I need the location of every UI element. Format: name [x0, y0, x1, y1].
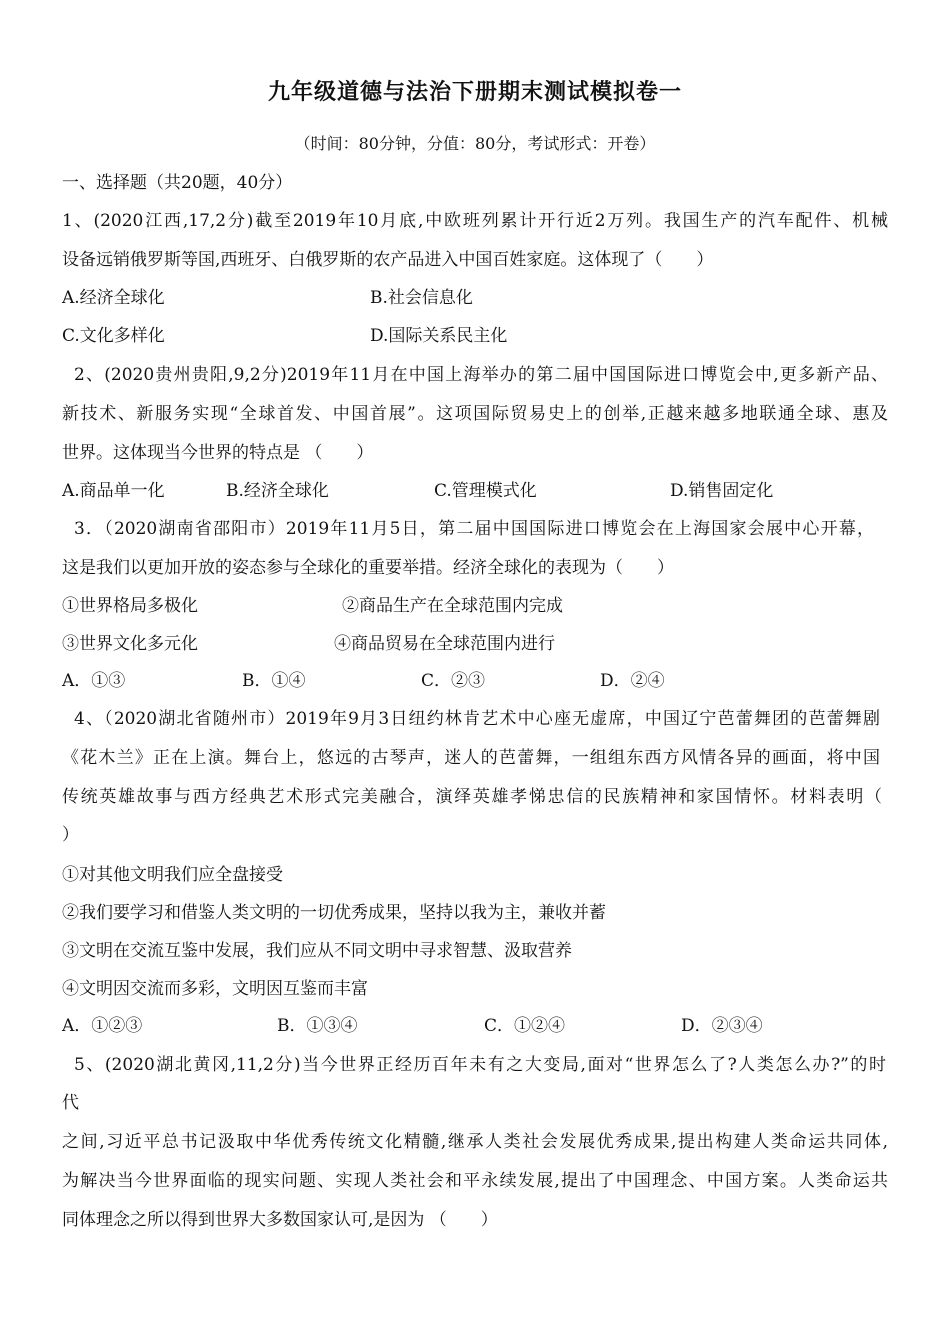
q4-stem-line: 4、（2020湖北省随州市）2019年9月3日纽约林肯艺术中心座无虚席，中国辽宁芭蕾舞团的芭蕾舞剧	[74, 709, 880, 729]
q4-stem-line: ）	[62, 825, 79, 845]
q2-stem-line: 世界。这体现当今世界的特点是 （ ）	[62, 443, 374, 463]
q2-option-d: D.销售固定化	[670, 481, 774, 501]
q4-item: ②我们要学习和借鉴人类文明的一切优秀成果，坚持以我为主，兼收并蓄	[62, 903, 606, 923]
q4-option-b: B．①③④	[277, 1016, 358, 1036]
q3-stem-line: 这是我们以更加开放的姿态参与全球化的重要举措。经济全球化的表现为（ ）	[62, 558, 674, 578]
q1-stem-line: 设备远销俄罗斯等国,西班牙、白俄罗斯的农产品进入中国百姓家庭。这体现了（ ）	[62, 250, 714, 270]
q4-item: ④文明因交流而多彩，文明因互鉴而丰富	[62, 979, 368, 999]
q1-stem-line: 1、(2020江西,17,2分)截至2019年10月底,中欧班列累计开行近2万列。我国生产的汽车配件、机械	[62, 211, 888, 231]
q4-option-d: D．②③④	[681, 1016, 763, 1036]
exam-info: （时间：80分钟，分值：80分，考试形式：开卷）	[294, 134, 656, 153]
page-title: 九年级道德与法治下册期末测试模拟卷一	[267, 79, 682, 105]
q4-stem-line: 《花木兰》正在上演。舞台上，悠远的古琴声，迷人的芭蕾舞，一组组东西方风情各异的画面，将中国	[62, 748, 880, 768]
q2-option-c: C.管理模式化	[434, 481, 537, 501]
q4-item: ①对其他文明我们应全盘接受	[62, 865, 283, 885]
q3-option-a: A．①③	[62, 671, 126, 691]
q3-option-c: C．②③	[421, 671, 486, 691]
section-heading: 一、选择题（共20题，40分）	[62, 173, 293, 193]
q2-option-a: A.商品单一化	[62, 481, 165, 501]
q1-option-a: A.经济全球化	[62, 288, 165, 308]
q5-stem-line: 同体理念之所以得到世界大多数国家认可,是因为 （ ）	[62, 1210, 498, 1230]
q2-stem-line: 新技术、新服务实现“全球首发、中国首展”。这项国际贸易史上的创举,正越来越多地联通全球、惠及	[62, 404, 888, 424]
q3-item: ①世界格局多极化	[62, 596, 198, 616]
q3-stem-line: 3．（2020湖南省邵阳市）2019年11月5日，第二届中国国际进口博览会在上海国家会展中心开幕，	[74, 519, 874, 539]
q4-stem-line: 传统英雄故事与西方经典艺术形式完美融合，演绎英雄孝悌忠信的民族精神和家国情怀。材料表明（	[62, 787, 882, 807]
q3-item: ③世界文化多元化	[62, 634, 198, 654]
q4-option-a: A．①②③	[62, 1016, 143, 1036]
q3-item: ④商品贸易在全球范围内进行	[334, 634, 555, 654]
q5-stem-line: 为解决当今世界面临的现实问题、实现人类社会和平永续发展,提出了中国理念、中国方案。人类命运共	[62, 1171, 888, 1191]
q3-option-b: B．①④	[242, 671, 306, 691]
q3-option-d: D．②④	[600, 671, 665, 691]
q1-option-d: D.国际关系民主化	[370, 326, 508, 346]
q2-option-b: B.经济全球化	[226, 481, 329, 501]
q5-stem-line: 代	[62, 1093, 79, 1113]
q5-stem-line: 之间,习近平总书记汲取中华优秀传统文化精髓,继承人类社会发展优秀成果,提出构建人类命运共同体,	[62, 1132, 888, 1152]
q4-item: ③文明在交流互鉴中发展，我们应从不同文明中寻求智慧、汲取营养	[62, 941, 572, 961]
q2-stem-line: 2、(2020贵州贵阳,9,2分)2019年11月在中国上海举办的第二届中国国际进口博览会中,更多新产品、	[74, 365, 888, 385]
q3-item: ②商品生产在全球范围内完成	[342, 596, 563, 616]
q1-option-b: B.社会信息化	[370, 288, 473, 308]
q5-stem-line: 5、(2020湖北黄冈,11,2分)当今世界正经历百年未有之大变局,面对“世界怎么了?人类怎么办?”的时	[74, 1055, 886, 1075]
q1-option-c: C.文化多样化	[62, 326, 165, 346]
q4-option-c: C．①②④	[484, 1016, 566, 1036]
